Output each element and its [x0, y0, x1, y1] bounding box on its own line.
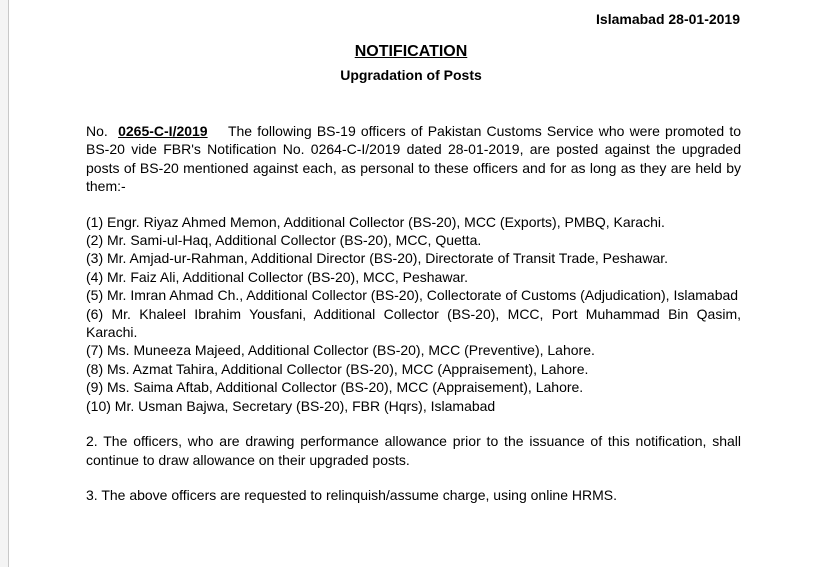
notification-title — [0, 43, 822, 61]
reference-number: 0265-C-I/2019 — [118, 123, 208, 139]
intro-prefix: No. — [86, 123, 108, 139]
officer-item: (6) Mr. Khaleel Ibrahim Yousfani, Additional Collector (BS-20), MCC, Port Muhammad Bin Qasim, Karachi. — [86, 305, 741, 341]
notification-title-text: NOTIFICATION — [354, 43, 468, 60]
officer-item: (7) Ms. Muneeza Majeed, Additional Collector (BS-20), MCC (Preventive), Lahore. — [86, 342, 595, 359]
page-left-edge — [0, 0, 9, 567]
notification-body — [86, 122, 741, 504]
officer-item: (10) Mr. Usman Bajwa, Secretary (BS-20), FBR (Hqrs), Islamabad — [86, 397, 496, 414]
officer-item: (1) Engr. Riyaz Ahmed Memon, Additional Collector (BS-20), MCC (Exports), PMBQ, Karachi. — [86, 213, 665, 230]
officer-item: (8) Ms. Azmat Tahira, Additional Collector (BS-20), MCC (Appraisement), Lahore. — [86, 360, 589, 377]
officer-item: (9) Ms. Saima Aftab, Additional Collector (BS-20), MCC (Appraisement), Lahore. — [86, 379, 584, 396]
officer-item: (5) Mr. Imran Ahmad Ch., Additional Collector (BS-20), Collectorate of Customs (Adjudication), Islamabad — [86, 287, 739, 304]
intro-text: The following BS-19 officers of Pakistan Customs Service who were promoted to BS-20 vide FBR's Notification No. 0264-C-I/2019 dated 28-01-2019, are posted against the upgraded posts of BS-20 mentioned against each, as personal to these officers and for as long as they are held by them:- — [86, 123, 742, 195]
notification-subtitle: Upgradation of Posts — [340, 67, 482, 83]
officer-item: (4) Mr. Faiz Ali, Additional Collector (BS-20), MCC, Peshawar. — [86, 268, 469, 285]
officer-list — [86, 213, 741, 415]
paragraph-2: 2. The officers, who are drawing performance allowance prior to the issuance of this notification, shall continue to draw allowance on their upgraded posts. — [86, 433, 741, 468]
officer-item: (3) Mr. Amjad-ur-Rahman, Additional Director (BS-20), Directorate of Transit Trade, Peshawar. — [86, 250, 669, 267]
paragraph-3: 3. The above officers are requested to relinquish/assume charge, using online HRMS. — [86, 486, 618, 503]
officer-item: (2) Mr. Sami-ul-Haq, Additional Collector (BS-20), MCC, Quetta. — [86, 232, 482, 249]
intro-paragraph — [86, 122, 741, 196]
place-date: Islamabad 28-01-2019 — [596, 11, 740, 27]
